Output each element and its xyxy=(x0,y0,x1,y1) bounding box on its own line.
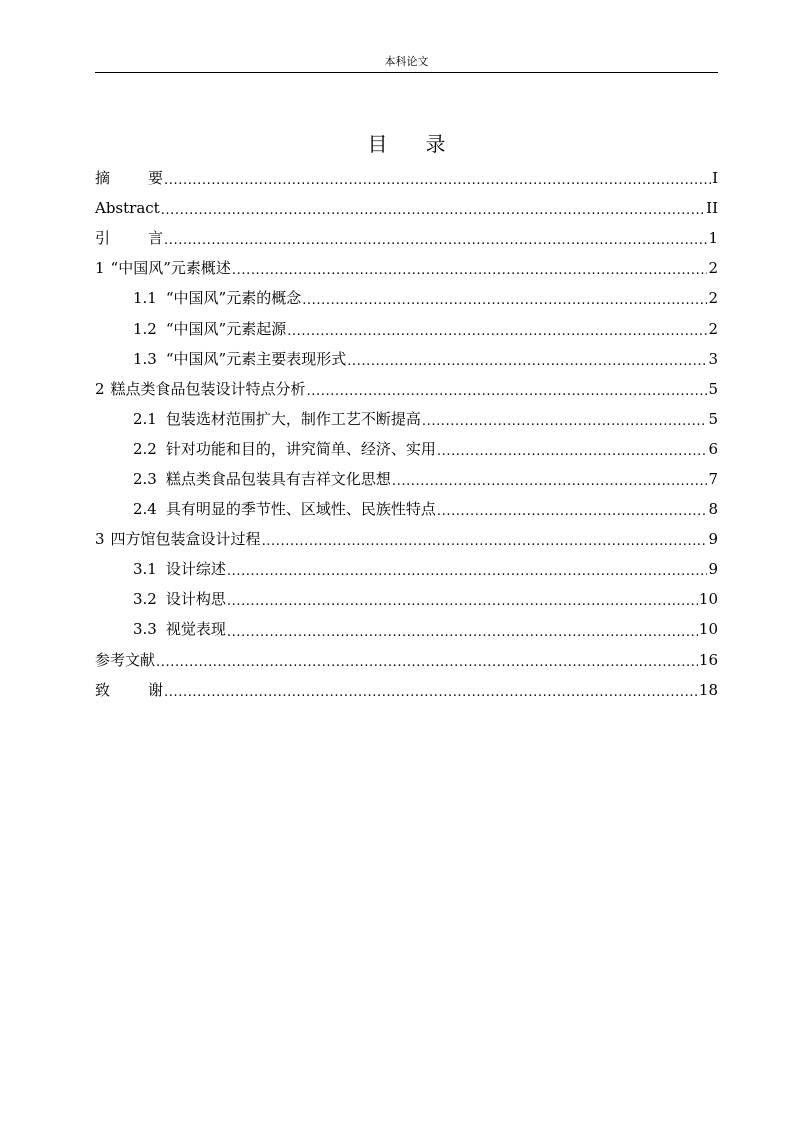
toc-entry-number: 3 xyxy=(95,530,105,549)
toc-entry-number: 1.2 xyxy=(133,319,157,338)
dot-leader xyxy=(164,688,698,705)
toc-entry-number: 3.2 xyxy=(133,590,157,609)
toc-entry[interactable] xyxy=(95,494,718,524)
toc-entry-label-char: 致 xyxy=(95,680,111,699)
toc-entry[interactable] xyxy=(95,554,718,584)
toc-entry-number: 2 xyxy=(95,379,105,398)
dot-leader xyxy=(287,327,707,344)
dot-leader xyxy=(392,477,708,494)
toc-entry-label: “中国风”元素概述 xyxy=(110,259,231,278)
toc-entry-number: 2.4 xyxy=(133,500,157,519)
toc-entry-label-char: 谢 xyxy=(148,680,164,699)
toc-entry-label xyxy=(95,681,163,699)
dot-leader xyxy=(437,447,708,464)
toc-entry-label: Abstract xyxy=(95,199,160,218)
toc-entry[interactable] xyxy=(95,344,718,374)
toc-entry[interactable] xyxy=(95,374,718,404)
dot-leader xyxy=(161,206,705,223)
running-header xyxy=(95,54,718,73)
toc-entry-number: 1.1 xyxy=(133,289,157,308)
toc-entry-number: 3.1 xyxy=(133,560,157,579)
running-header-text: 本科论文 xyxy=(384,55,429,68)
toc-entry[interactable] xyxy=(95,434,718,464)
toc-entry-page-number: 8 xyxy=(708,500,718,519)
toc-entry-label: “中国风”元素主要表现形式 xyxy=(165,349,347,368)
toc-entry-label-char: 引 xyxy=(95,229,111,248)
toc-entry-number: 1.3 xyxy=(133,349,157,368)
dot-leader xyxy=(227,567,708,584)
toc-entry-page-number: II xyxy=(706,199,718,218)
dot-leader xyxy=(307,387,708,404)
toc-entry-page-number: 2 xyxy=(708,289,718,308)
toc-entry[interactable] xyxy=(95,253,718,283)
toc-entry-label: 视觉表现 xyxy=(165,620,226,639)
toc-entry-number: 2.1 xyxy=(133,409,157,428)
toc-entry-label: 糕点类食品包装设计特点分析 xyxy=(110,379,306,398)
toc-entry-number: 3.3 xyxy=(133,620,157,639)
toc-entry-page-number: 5 xyxy=(708,379,718,398)
dot-leader xyxy=(227,597,698,614)
toc-entry-page-number: 7 xyxy=(708,469,718,488)
toc-entry-label xyxy=(95,169,163,187)
toc-entry-page-number: 3 xyxy=(708,349,718,368)
toc-entry[interactable] xyxy=(95,223,718,253)
toc-entry-label: 四方馆包装盒设计过程 xyxy=(110,530,261,549)
toc-entry-page-number: 10 xyxy=(698,620,718,639)
toc-entry-page-number: 2 xyxy=(708,259,718,278)
toc-entry[interactable] xyxy=(95,193,718,223)
dot-leader xyxy=(164,176,711,193)
toc-entry[interactable] xyxy=(95,464,718,494)
toc-entry-page-number: 5 xyxy=(708,409,718,428)
toc-entry-number: 2.3 xyxy=(133,469,157,488)
toc-entry-label: 具有明显的季节性、区域性、民族性特点 xyxy=(165,500,436,519)
toc-title-char-2: 录 xyxy=(425,132,446,156)
toc-entry-label xyxy=(95,229,163,247)
table-of-contents xyxy=(95,163,718,705)
toc-entry[interactable] xyxy=(95,163,718,193)
toc-entry-label: “中国风”元素的概念 xyxy=(165,289,302,308)
toc-entry-label: 包装选材范围扩大，制作工艺不断提高 xyxy=(165,409,421,428)
toc-entry-page-number: 6 xyxy=(708,439,718,458)
toc-entry-label: 设计构思 xyxy=(165,590,226,609)
toc-title xyxy=(95,132,718,156)
toc-entry[interactable] xyxy=(95,675,718,705)
toc-entry[interactable] xyxy=(95,645,718,675)
dot-leader xyxy=(422,417,708,434)
toc-entry-page-number: I xyxy=(712,169,718,188)
toc-entry-label-char: 言 xyxy=(148,229,164,248)
dot-leader xyxy=(347,357,707,374)
dot-leader xyxy=(227,628,698,645)
toc-entry-label: “中国风”元素起源 xyxy=(165,319,287,338)
toc-entry-number: 1 xyxy=(95,259,105,278)
toc-entry-page-number: 16 xyxy=(698,650,718,669)
toc-entry-page-number: 1 xyxy=(708,229,718,248)
toc-entry-label: 针对功能和目的，讲究简单、经济、实用 xyxy=(165,439,436,458)
toc-entry-label-char: 摘 xyxy=(95,169,111,188)
toc-entry-number: 2.2 xyxy=(133,439,157,458)
toc-entry-label: 参考文献 xyxy=(95,650,156,669)
dot-leader xyxy=(232,266,708,283)
toc-entry[interactable] xyxy=(95,404,718,434)
dot-leader xyxy=(164,236,707,253)
toc-entry-page-number: 2 xyxy=(708,319,718,338)
toc-entry[interactable] xyxy=(95,313,718,343)
toc-entry-page-number: 9 xyxy=(708,560,718,579)
dot-leader xyxy=(262,537,708,554)
toc-entry-page-number: 9 xyxy=(708,530,718,549)
toc-entry-page-number: 10 xyxy=(698,590,718,609)
toc-title-char-1: 目 xyxy=(367,132,388,156)
dot-leader xyxy=(437,507,708,524)
toc-entry[interactable] xyxy=(95,584,718,614)
toc-entry[interactable] xyxy=(95,524,718,554)
dot-leader xyxy=(156,658,698,675)
toc-entry[interactable] xyxy=(95,614,718,644)
dot-leader xyxy=(302,296,707,313)
toc-entry-label-char: 要 xyxy=(148,169,164,188)
toc-entry-label: 设计综述 xyxy=(165,560,226,579)
toc-entry[interactable] xyxy=(95,283,718,313)
toc-entry-page-number: 18 xyxy=(698,680,718,699)
toc-entry-label: 糕点类食品包装具有吉祥文化思想 xyxy=(165,469,391,488)
